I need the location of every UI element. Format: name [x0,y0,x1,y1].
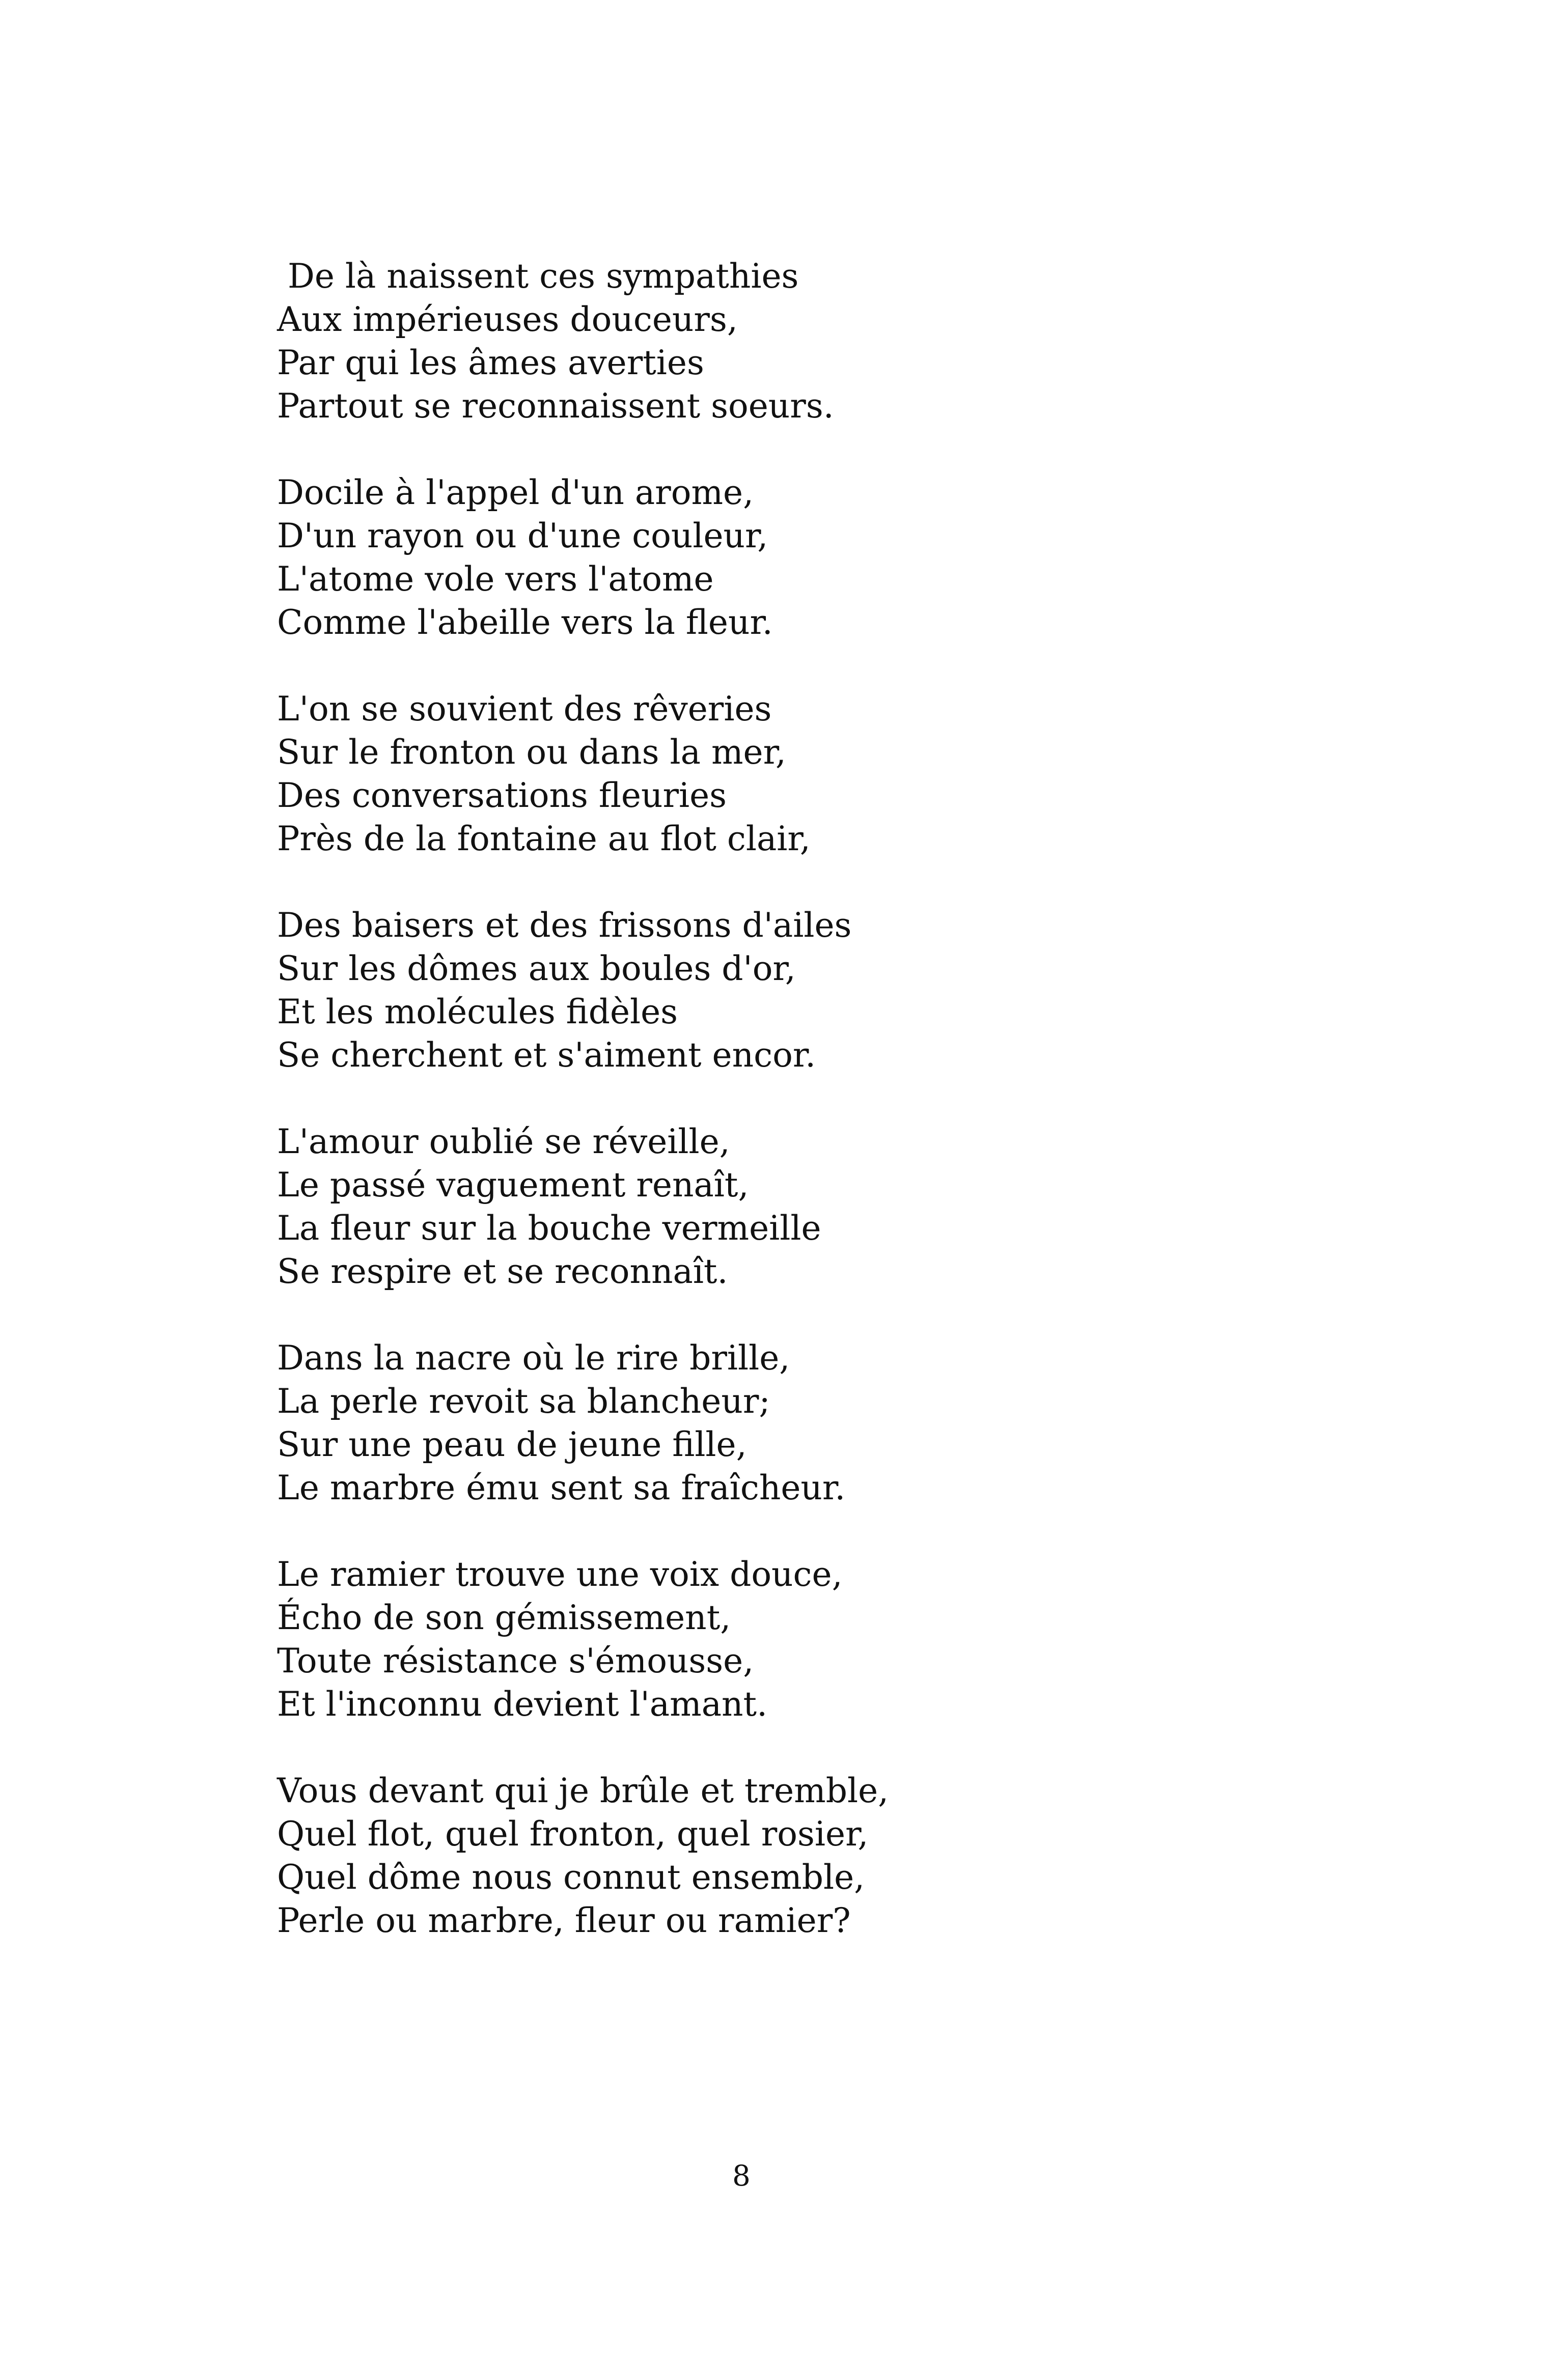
poem-line: Comme l'abeille vers la fleur. [277,603,773,642]
poem-line: Des baisers et des frissons d'ailes [277,906,852,945]
stanza-6 [277,1336,1397,1509]
poem-line: La perle revoit sa blancheur; [277,1382,770,1421]
stanza-3 [277,687,1397,860]
poem-line: De là naissent ces sympathies [277,257,799,296]
poem-line: Docile à l'appel d'un arome, [277,473,754,512]
poem-line: Toute résistance s'émousse, [277,1641,754,1681]
poem-line: Et l'inconnu devient l'amant. [277,1685,768,1724]
poem-line: Près de la fontaine au flot clair, [277,819,811,858]
poem-line: Sur les dômes aux boules d'or, [277,949,796,988]
poem-line: Dans la nacre où le rire brille, [277,1338,790,1378]
stanza-8 [277,1769,1397,1942]
poem-line: L'amour oublié se réveille, [277,1122,730,1161]
stanza-4 [277,904,1397,1077]
stanza-5 [277,1120,1397,1293]
poem-body [277,255,1397,1985]
poem-line: L'on se souvient des rêveries [277,689,772,729]
poem-line: Quel flot, quel fronton, quel rosier, [277,1814,869,1854]
poem-line: Et les molécules fidèles [277,992,678,1031]
poem-line: Partout se reconnaissent soeurs. [277,386,834,426]
stanza-7 [277,1553,1397,1726]
poem-line: La fleur sur la bouche vermeille [277,1209,821,1248]
poem-line: Le ramier trouve une voix douce, [277,1555,843,1594]
poem-line: Écho de son gémissement, [277,1598,731,1637]
poem-line: Par qui les âmes averties [277,343,704,382]
poem-line: D'un rayon ou d'une couleur, [277,516,768,555]
poem-line: Se respire et se reconnaît. [277,1252,728,1291]
poem-line: Le passé vaguement renaît, [277,1165,749,1205]
poem-line: Sur une peau de jeune fille, [277,1425,747,1464]
poem-line: Sur le fronton ou dans la mer, [277,733,786,772]
poem-line: Quel dôme nous connut ensemble, [277,1858,865,1897]
poem-line: Aux impérieuses douceurs, [277,300,738,339]
poem-line: Vous devant qui je brûle et tremble, [277,1771,889,1810]
stanza-1 [277,255,1397,428]
poem-line: Se cherchent et s'aiment encor. [277,1035,816,1075]
poem-line: Le marbre ému sent sa fraîcheur. [277,1468,846,1507]
poem-line: Des conversations fleuries [277,776,727,815]
stanza-2 [277,471,1397,644]
poem-line: L'atome vole vers l'atome [277,559,714,599]
poem-line: Perle ou marbre, fleur ou ramier? [277,1901,851,1940]
page-number: 8 [732,2160,751,2193]
